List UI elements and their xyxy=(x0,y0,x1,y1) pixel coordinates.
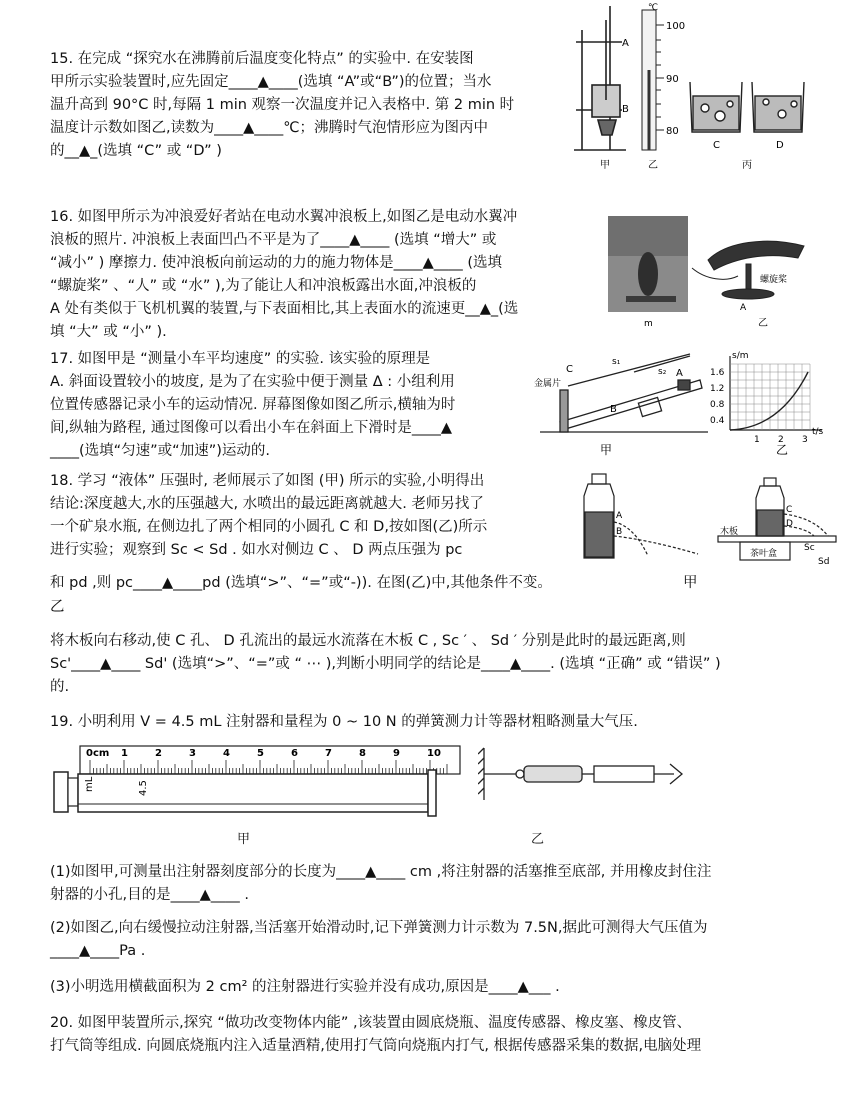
q17-label-s2: s₂ xyxy=(658,367,667,377)
q19-syringe-nozzle xyxy=(54,772,68,812)
q17-xtick: 1 xyxy=(754,435,760,445)
q16-line: “减小” ) 摩擦力. 使冲浪板向前运动的力的施力物体是____▲____ (选填 xyxy=(50,255,503,271)
q17-label-c: C xyxy=(566,364,573,375)
q17-figure xyxy=(530,350,830,462)
q15-line: 温度计示数如图乙,读数为____▲____℃；沸腾时气泡情形应为图丙中 xyxy=(50,120,489,136)
q15-label-c: C xyxy=(713,140,720,151)
q17-label-b: B xyxy=(610,404,617,415)
q18-label-wood: 木板 xyxy=(720,527,739,537)
q17-line: 位置传感器记录小车的运动情况. 屏幕图像如图乙所示,横轴为时 xyxy=(50,397,456,413)
q18-line: 18. 学习 “液体” 压强时, 老师展示了如图 (甲) 所示的实验,小明得出 xyxy=(50,473,485,489)
q16-hydrofoil-board xyxy=(692,241,804,299)
q17-line: A. 斜面设置较小的坡度, 是为了在实验中便于测量 Δ : 小组利用 xyxy=(50,374,455,390)
ruler-tick-label: 6 xyxy=(291,748,298,759)
q19-sub2-line: (2)如图乙,向右缓慢拉动注射器,当活塞开始滑动时,记下弹簧测力计示数为 7.5N,据此可测得大气压值为 xyxy=(50,920,708,936)
ruler-tick-label: 5 xyxy=(257,748,264,759)
q15-line: 的__▲_(选填 “C” 或 “D” ) xyxy=(50,143,222,159)
q15-label-d: D xyxy=(776,140,784,151)
q19-syringe-small xyxy=(594,766,654,782)
q15-label-b: B xyxy=(622,104,629,115)
q19-spring-scale xyxy=(524,766,582,782)
q19-cap-yi: 乙 xyxy=(531,832,545,847)
q17-label-a: A xyxy=(676,368,683,379)
ruler-tick-label: 9 xyxy=(393,748,400,759)
q18-bottle-jia xyxy=(584,474,698,558)
q17-cap-yi: 乙 xyxy=(776,443,789,457)
q18-label-a: A xyxy=(616,511,623,521)
question-18 xyxy=(50,470,590,562)
q18-line-5: 和 pd ,则 pc____▲____pd (选填“>”、“=”或“-)). 在图(乙)中,其他条件不变。 xyxy=(50,575,552,591)
q19-sub2-line: ____▲____Pa . xyxy=(50,943,146,959)
q15-label-a: A xyxy=(622,38,629,49)
q17-xtick: 3 xyxy=(802,435,808,445)
q19-intro: 19. 小明利用 V = 4.5 mL 注射器和量程为 0 ~ 10 N 的弹簧测力计等器材粗略测量大气压. xyxy=(50,714,638,730)
q16-label-motor: 螺旋桨 xyxy=(760,275,788,285)
q15-stand-apparatus xyxy=(574,6,626,150)
q19-syringe-barrel xyxy=(78,774,428,812)
q18-line-7: 将木板向右移动,使 C 孔、 D 孔流出的最远水流落在木板 C , Sc ′ 、 Sd ′ 分别是此时的最远距离,则 xyxy=(50,633,686,649)
q15-unit: ℃ xyxy=(648,3,659,13)
q20-line: 打气筒等组成. 向圆底烧瓶内注入适量酒精,使用打气筒向烧瓶内打气, 根据传感器采集的数据,电脑处理 xyxy=(50,1038,702,1054)
q16-label-a: A xyxy=(740,303,747,313)
q19-syringe-val: 4.5 xyxy=(138,780,149,796)
q18-bottle-yi xyxy=(718,478,836,560)
q19-sub3: (3)小明选用横截面积为 2 cm² 的注射器进行实验并没有成功,原因是____▲___ . xyxy=(50,979,560,995)
q19-sub2 xyxy=(50,917,830,963)
q18-label-d: D xyxy=(786,519,793,529)
q16-line: 16. 如图甲所示为冲浪爱好者站在电动水翼冲浪板上,如图乙是电动水翼冲 xyxy=(50,209,518,225)
q19-syringe-ml: mL xyxy=(84,776,95,792)
q18-label-box: 茶叶盒 xyxy=(750,549,778,559)
q18-line-9: 的. xyxy=(50,679,70,695)
q18-line: 一个矿泉水瓶, 在侧边扎了两个相同的小圆孔 C 和 D,按如图(乙)所示 xyxy=(50,519,488,535)
q20-line: 20. 如图甲装置所示,探究 “做功改变物体内能” ,该装置由圆底烧瓶、温度传感器、橡皮塞、橡皮管、 xyxy=(50,1015,692,1031)
q15-beakers xyxy=(690,82,804,132)
q18-label-sd: Sd xyxy=(818,557,830,567)
q15-cap-yi: 乙 xyxy=(648,160,658,171)
q17-ytick: 1.6 xyxy=(710,368,725,378)
q17-xtick: 2 xyxy=(778,435,784,445)
ruler-tick-label: 0cm xyxy=(86,748,110,759)
question-17 xyxy=(50,348,520,463)
q17-label-s1: s₁ xyxy=(612,357,621,367)
q17-line: 17. 如图甲是 “测量小车平均速度” 的实验. 该实验的原理是 xyxy=(50,351,431,367)
q16-line: 浪板的照片. 冲浪板上表面凹凸不平是为了____▲____ (选填 “增大” 或 xyxy=(50,232,497,248)
question-15 xyxy=(50,48,570,163)
q16-cap-jia: m xyxy=(644,319,653,329)
q17-label-metal: 金属片 xyxy=(534,379,562,389)
q18-cap-jia: 甲 xyxy=(683,575,698,591)
ruler-tick-label: 4 xyxy=(223,748,230,759)
q15-scale-90: 90 xyxy=(666,74,679,85)
q17-ytick: 0.8 xyxy=(710,400,725,410)
ruler-tick-label: 2 xyxy=(155,748,162,759)
q19-cap-jia: 甲 xyxy=(237,832,251,847)
q18-line: 进行实验；观察到 Sc < Sd . 如水对侧边 C 、 D 两点压强为 pc xyxy=(50,542,463,558)
q15-line: 温升高到 90°C 时,每隔 1 min 观察一次温度并记入表格中. 第 2 min 时 xyxy=(50,97,515,113)
q16-line: “螺旋桨” 、“人” 或 “水” ),为了能让人和冲浪板露出水面,冲浪板的 xyxy=(50,278,477,294)
q15-thermometer xyxy=(642,10,664,150)
q18-label-b: B xyxy=(616,527,623,537)
question-16 xyxy=(50,206,595,344)
q17-ytick: 0.4 xyxy=(710,416,725,426)
q18-line-6: 乙 xyxy=(50,599,65,615)
q17-y-unit: s/m xyxy=(732,351,749,361)
q15-scale-100: 100 xyxy=(666,21,686,32)
q15-cap-jia: 甲 xyxy=(600,160,610,171)
ruler-tick-label: 8 xyxy=(359,748,366,759)
q16-line: 填 “大” 或 “小” ). xyxy=(50,324,167,340)
q17-x-unit: t/s xyxy=(812,427,824,437)
q17-ytick: 1.2 xyxy=(710,384,725,394)
q19-sub1 xyxy=(50,861,830,907)
q15-line: 15. 在完成 “探究水在沸腾前后温度变化特点” 的实验中. 在安装图 xyxy=(50,51,474,67)
q19-sub1-line: (1)如图甲,可测量出注射器刻度部分的长度为____▲____ cm ,将注射器的活塞推至底部, 并用橡皮封住注 xyxy=(50,864,712,880)
q15-figure xyxy=(570,0,810,175)
q19-syringe-figure xyxy=(50,742,470,822)
q18-line-8: Sc'____▲____ Sd' (选填“>”、“=”或 “ ⋯ ),判断小明同学的结论是____▲____. (选填 “正确” 或 “错误” ) xyxy=(50,656,721,672)
ruler-tick-label: 1 xyxy=(121,748,128,759)
q16-figure xyxy=(606,212,816,332)
ruler-tick-label: 10 xyxy=(427,748,441,759)
q18-line: 结论:深度越大,水的压强越大, 水喷出的最远距离就越大. 老师另找了 xyxy=(50,496,484,512)
q19-spring-figure xyxy=(478,744,688,804)
q18-label-sc: Sc xyxy=(804,543,815,553)
q18-label-c: C xyxy=(786,505,793,515)
q17-graph xyxy=(730,356,822,430)
q15-line: 甲所示实验装置时,应先固定____▲____(选填 “A”或“B”)的位置；当水 xyxy=(50,74,492,90)
q15-scale-80: 80 xyxy=(666,126,679,137)
q17-line: 间,纵轴为路程, 通过图像可以看出小车在斜面上下滑时是____▲ xyxy=(50,420,452,436)
q17-cap-jia: 甲 xyxy=(600,443,613,457)
ruler-tick-label: 3 xyxy=(189,748,196,759)
q16-line: A 处有类似于飞机机翼的装置,与下表面相比,其上表面水的流速更__▲_(选 xyxy=(50,301,519,317)
q19-sub1-line: 射器的小孔,目的是____▲____ . xyxy=(50,887,249,903)
q18-figure xyxy=(578,470,840,570)
q16-cap-yi: 乙 xyxy=(758,318,768,329)
question-20 xyxy=(50,1012,830,1058)
ruler-tick-label: 7 xyxy=(325,748,332,759)
q15-cap-bing: 丙 xyxy=(742,160,752,171)
q17-line: ____(选填“匀速”或“加速”)运动的. xyxy=(50,443,270,459)
